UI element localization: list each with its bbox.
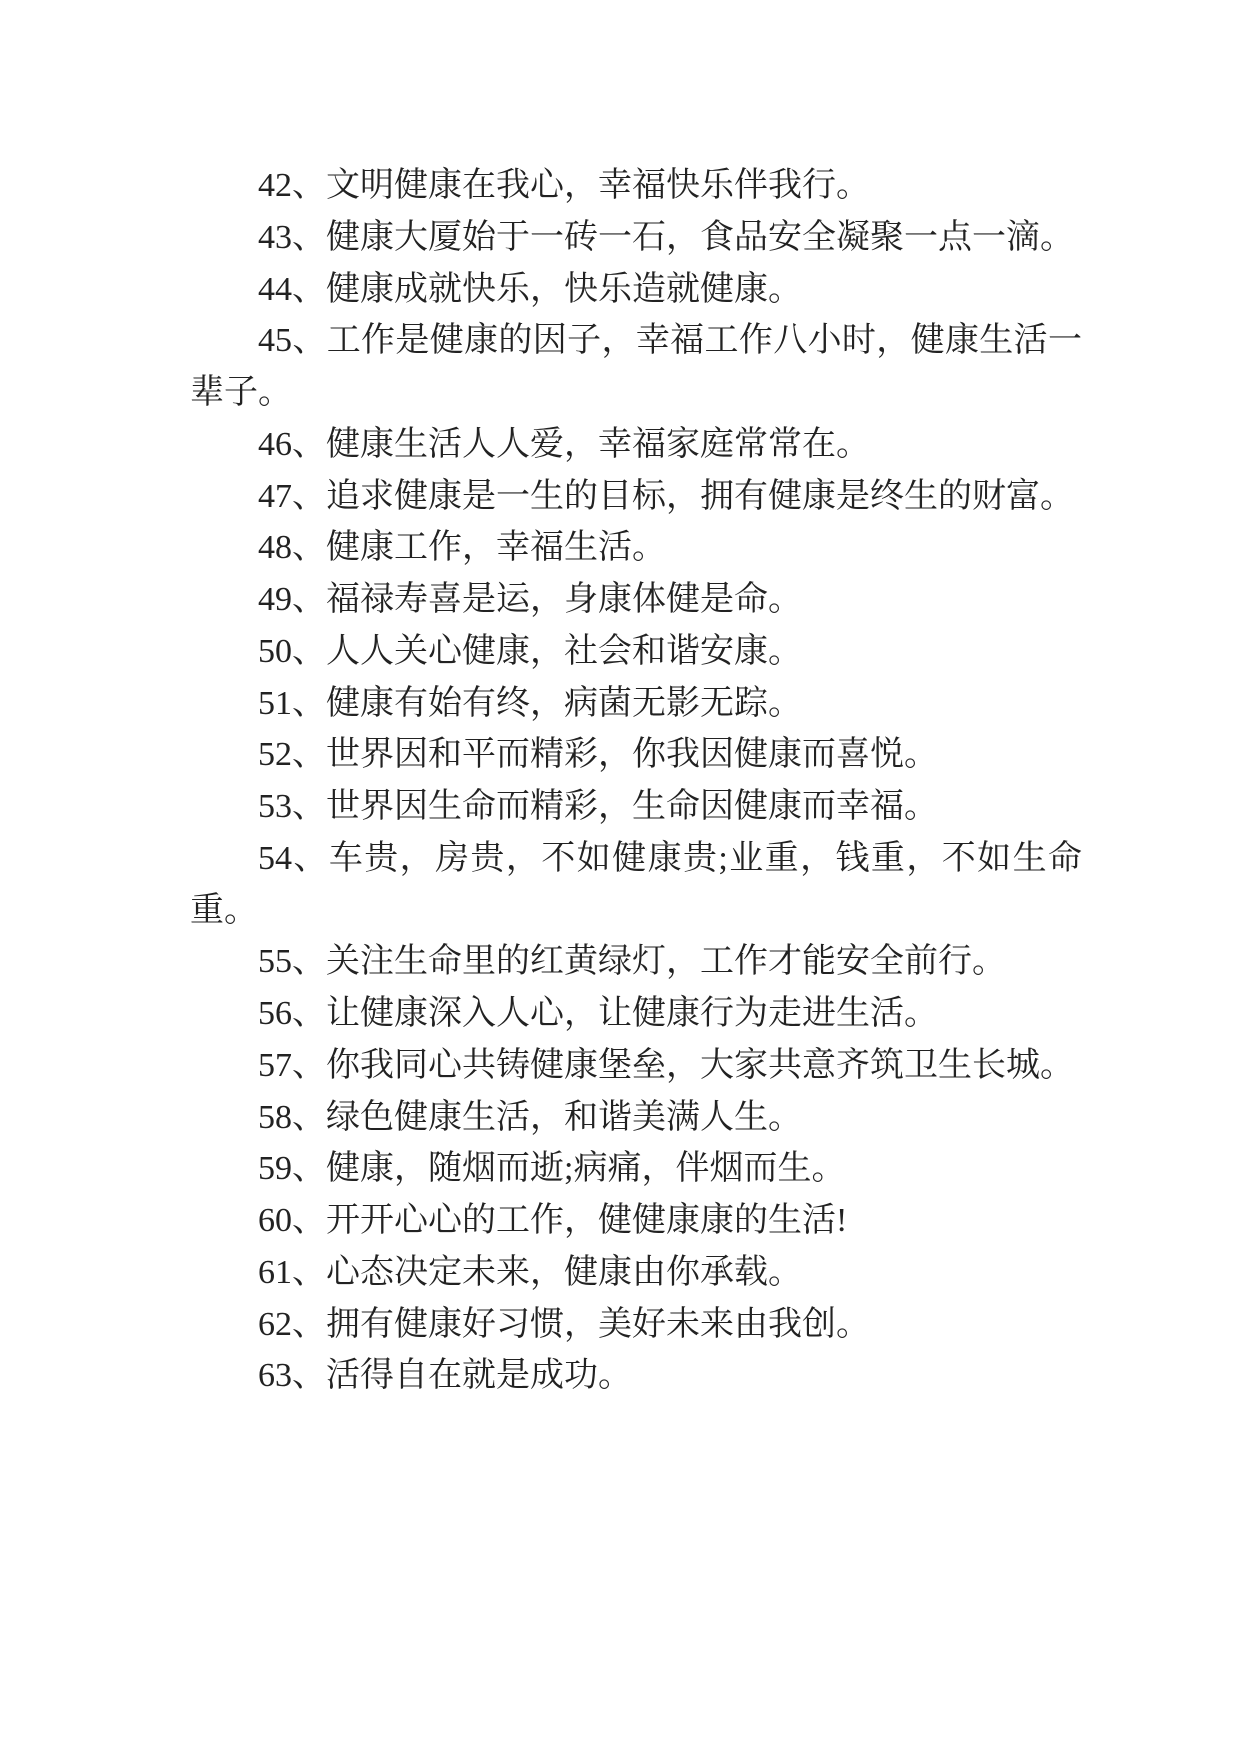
list-item-59: 59、健康，随烟而逝;病痛，伴烟而生。 [258,1150,846,1188]
list-item-52: 52、世界因和平而精彩，你我因健康而喜悦。 [258,736,938,774]
list-item-55: 55、关注生命里的红黄绿灯，工作才能安全前行。 [258,943,1006,981]
list-item-56: 56、让健康深入人心，让健康行为走进生活。 [258,995,938,1032]
list-item-53: 53、世界因生命而精彩，生命因健康而幸福。 [258,788,938,825]
list-item-62: 62、拥有健康好习惯，美好未来由我创。 [258,1305,870,1343]
list-item-46: 46、健康生活人人爱，幸福家庭常常在。 [258,425,870,463]
list-item-49: 49、福禄寿喜是运，身康体健是命。 [258,581,802,618]
list-item-42: 42、文明健康在我心，幸福快乐伴我行。 [258,167,870,204]
list-item-50: 50、人人关心健康，社会和谐安康。 [258,632,802,670]
list-item-57: 57、你我同心共铸健康堡垒，大家共意齐筑卫生长城。 [258,1046,1074,1084]
slogan-list [190,160,1082,1402]
list-item-63: 63、活得自在就是成功。 [258,1357,632,1395]
list-item-58: 58、绿色健康生活，和谐美满人生。 [258,1098,802,1136]
list-item-51: 51、健康有始有终，病菌无影无踪。 [258,684,802,722]
list-item-43: 43、健康大厦始于一砖一石，食品安全凝聚一点一滴。 [258,218,1074,256]
list-item-44: 44、健康成就快乐，快乐造就健康。 [258,270,802,308]
list-item-45: 45、工作是健康的因子，幸福工作八小时，健康生活一辈子。 [190,322,1082,411]
list-item-47: 47、追求健康是一生的目标，拥有健康是终生的财富。 [258,477,1074,515]
list-item-61: 61、心态决定未来，健康由你承载。 [258,1253,802,1291]
list-item-48: 48、健康工作，幸福生活。 [258,529,666,567]
list-item-54: 54、车贵，房贵，不如健康贵;业重，钱重，不如生命重。 [190,839,1082,929]
list-item-60: 60、开开心心的工作，健健康康的生活! [258,1202,848,1239]
